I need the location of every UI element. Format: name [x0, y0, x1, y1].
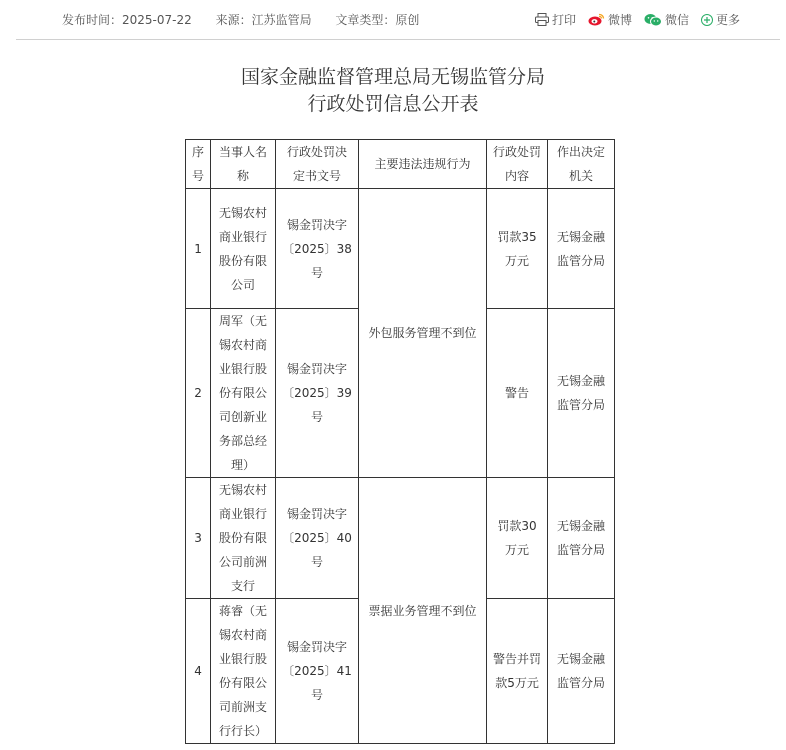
row-party: 无锡农村商业银行股份有限公司前洲支行	[211, 478, 276, 599]
row-party: 蒋睿（无锡农村商业银行股份有限公司前洲支行行长）	[211, 599, 276, 744]
header-authority: 作出决定机关	[548, 140, 615, 189]
table-row	[186, 189, 615, 309]
table-header-row	[186, 140, 615, 189]
row-authority: 无锡金融监管分局	[548, 478, 615, 599]
more-label: 更多	[715, 13, 740, 27]
row-doc: 锡金罚决字〔2025〕40号	[276, 478, 359, 599]
row-no: 2	[186, 309, 211, 478]
header-no: 序号	[186, 140, 211, 189]
header-doc: 行政处罚决定书文号	[276, 140, 359, 189]
more-button[interactable]	[701, 11, 740, 28]
row-doc: 锡金罚决字〔2025〕39号	[276, 309, 359, 478]
row-authority: 无锡金融监管分局	[548, 189, 615, 309]
row-violation: 外包服务管理不到位	[359, 189, 487, 478]
weibo-label: 微博	[607, 13, 632, 27]
header-divider	[16, 39, 780, 40]
weibo-icon	[588, 13, 605, 26]
row-authority: 无锡金融监管分局	[548, 599, 615, 744]
weibo-button[interactable]	[588, 11, 632, 28]
row-party: 周军（无锡农村商业银行股份有限公司创新业务部总经理）	[211, 309, 276, 478]
article-meta	[62, 11, 439, 28]
header-violation: 主要违法违规行为	[359, 140, 487, 189]
printer-icon	[535, 13, 549, 26]
header-party: 当事人名称	[211, 140, 276, 189]
wechat-button[interactable]	[644, 11, 689, 28]
row-penalty: 罚款35万元	[487, 189, 548, 309]
row-authority: 无锡金融监管分局	[548, 309, 615, 478]
source: 来源：江苏监管局	[215, 13, 312, 27]
row-penalty: 警告	[487, 309, 548, 478]
wechat-label: 微信	[664, 13, 689, 27]
doc-type: 文章类型：原创	[335, 13, 420, 27]
header-penalty: 行政处罚内容	[487, 140, 548, 189]
row-no: 4	[186, 599, 211, 744]
row-violation: 票据业务管理不到位	[359, 478, 487, 744]
row-no: 1	[186, 189, 211, 309]
row-no: 3	[186, 478, 211, 599]
page-subtitle: 行政处罚信息公开表	[307, 93, 479, 115]
print-button[interactable]	[535, 11, 576, 28]
page-title: 国家金融监督管理总局无锡监管分局	[240, 66, 545, 88]
plus-circle-icon	[701, 14, 713, 26]
penalty-table	[185, 139, 615, 744]
meta-bar	[0, 0, 786, 40]
print-label: 打印	[551, 13, 576, 27]
row-doc: 锡金罚决字〔2025〕38号	[276, 189, 359, 309]
row-party: 无锡农村商业银行股份有限公司	[211, 189, 276, 309]
row-penalty: 警告并罚款5万元	[487, 599, 548, 744]
wechat-icon	[644, 13, 662, 27]
share-bar	[535, 11, 740, 28]
publish-time: 发布时间：2025-07-22	[62, 13, 192, 27]
row-penalty: 罚款30万元	[487, 478, 548, 599]
row-doc: 锡金罚决字〔2025〕41号	[276, 599, 359, 744]
table-row	[186, 478, 615, 599]
